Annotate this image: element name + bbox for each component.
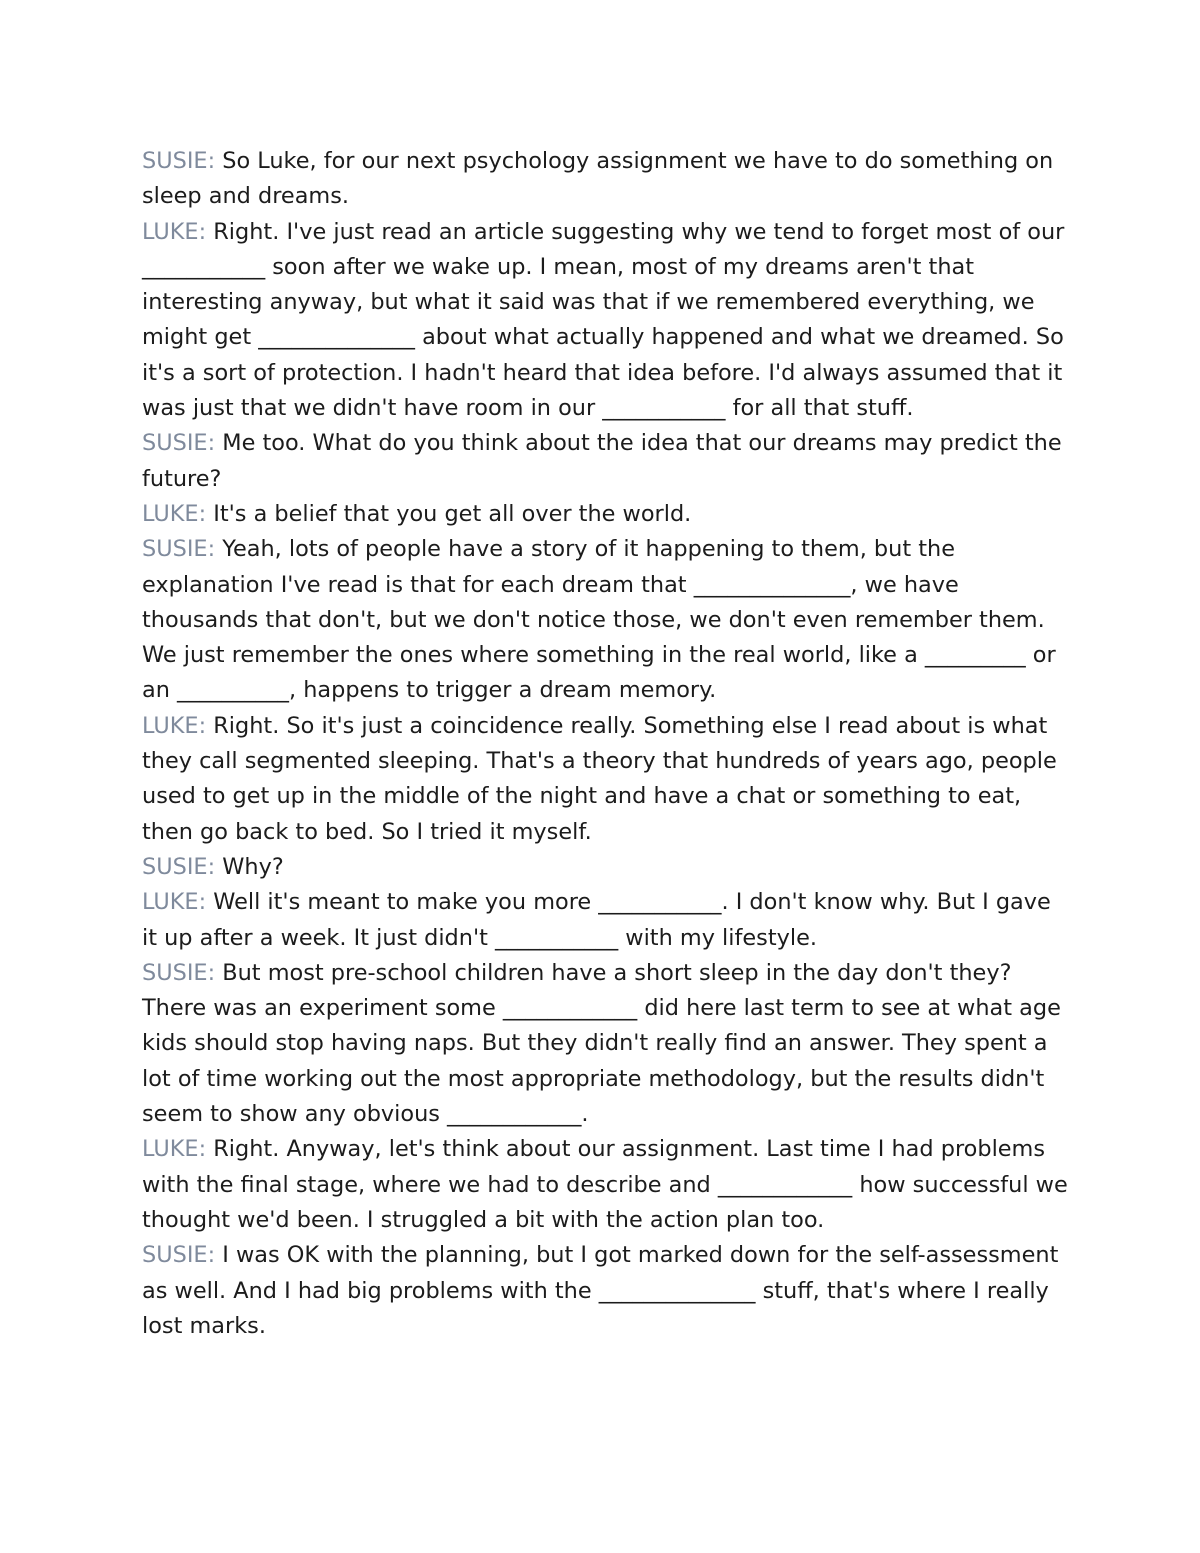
dialogue-turn: LUKE: Right. I've just read an article suggesting why we tend to forget most of our ___________ soon after we wake up. I mean, most of my dreams aren't that interesting anyway, but what it said was that if we remembered everything, we might get ______________ about what actually happened and what we dreamed. So it's a sort of protection. I hadn't heard that idea before. I'd always assumed that it was just that we didn't have room in our ___________ for all that stuff. (142, 218, 1065, 422)
dialogue-text: Right. So it's just a coincidence really. Something else I read about is what they call segmented sleeping. That's a theory that hundreds of years ago, people used to get up in the middle of the night and have a chat or something to eat, then go back to bed. So I tried it myself. (142, 712, 1057, 845)
speaker-label: SUSIE (142, 536, 208, 563)
dialogue-text: It's a belief that you get all over the world. (213, 500, 692, 527)
speaker-label: LUKE (142, 1136, 199, 1163)
dialogue-text: Right. I've just read an article suggesting why we tend to forget most of our ___________ soon after we wake up. I mean, most of my dreams aren't that interesting anyway, but what it said was that if we remembered everything, we might get ______________ about what actually happened and what we dreamed. So it's a sort of protection. I hadn't heard that idea before. I'd always assumed that it was just that we didn't have room in our ___________ for all that stuff. (142, 218, 1065, 422)
dialogue-turn: SUSIE: Me too. What do you think about the idea that our dreams may predict the future? (142, 430, 1062, 492)
dialogue-turn: LUKE: Right. So it's just a coincidence really. Something else I read about is what they call segmented sleeping. That's a theory that hundreds of years ago, people used to get up in the middle of the night and have a chat or something to eat, then go back to bed. So I tried it myself. (142, 712, 1057, 845)
speaker-label: SUSIE (142, 1242, 208, 1269)
dialogue-text: Why? (222, 853, 284, 880)
speaker-label: LUKE (142, 218, 199, 245)
speaker-label: SUSIE (142, 430, 208, 457)
dialogue-turn: SUSIE: But most pre-school children have a short sleep in the day don't they? There was an experiment some ____________ did here last term to see at what age kids should stop having naps. But they didn't really find an answer. They spent a lot of time working out the most appropriate methodology, but the results didn't seem to show any obvious ____________. (142, 959, 1061, 1128)
dialogue-text: Right. Anyway, let's think about our assignment. Last time I had problems with the final stage, where we had to describe and ____________ how successful we thought we'd been. I struggled a bit with the action plan too. (142, 1136, 1068, 1233)
dialogue-turn: LUKE: Well it's meant to make you more ___________. I don't know why. But I gave it up after a week. It just didn't ___________ with my lifestyle. (142, 889, 1051, 951)
speaker-label: SUSIE (142, 959, 208, 986)
dialogue-text: But most pre-school children have a short sleep in the day don't they? There was an experiment some ____________ did here last term to see at what age kids should stop having naps. But they didn't really find an answer. They spent a lot of time working out the most appropriate methodology, but the results didn't seem to show any obvious ____________. (142, 959, 1061, 1128)
dialogue-turn: SUSIE: I was OK with the planning, but I got marked down for the self-assessment as well. And I had big problems with the ______________ stuff, that's where I really lost marks. (142, 1242, 1059, 1339)
dialogue-text: So Luke, for our next psychology assignment we have to do something on sleep and dreams. (142, 148, 1054, 210)
dialogue-turn: SUSIE: Yeah, lots of people have a story of it happening to them, but the explanation I've read is that for each dream that ______________, we have thousands that don't, but we don't notice those, we don't even remember them. We just remember the ones where something in the real world, like a _________ or an __________, happens to trigger a dream memory. (142, 536, 1056, 704)
speaker-label: SUSIE (142, 853, 208, 880)
speaker-label: LUKE (142, 500, 199, 527)
dialogue-turn: SUSIE: So Luke, for our next psychology assignment we have to do something on sleep and dreams. (142, 148, 1054, 210)
speaker-label: SUSIE (142, 148, 208, 174)
dialogue-text: Yeah, lots of people have a story of it happening to them, but the explanation I've read is that for each dream that ______________, we have thousands that don't, but we don't notice those, we don't even remember them. We just remember the ones where something in the real world, like a _________ or an __________, happens to trigger a dream memory. (142, 536, 1056, 704)
dialogue-turn: LUKE: Right. Anyway, let's think about our assignment. Last time I had problems with the final stage, where we had to describe and ____________ how successful we thought we'd been. I struggled a bit with the action plan too. (142, 1136, 1068, 1233)
speaker-label: LUKE (142, 712, 199, 739)
speaker-label: LUKE (142, 889, 199, 916)
dialogue-text: Well it's meant to make you more ___________. I don't know why. But I gave it up after a week. It just didn't ___________ with my lifestyle. (142, 889, 1051, 951)
dialogue-text: I was OK with the planning, but I got marked down for the self-assessment as well. And I had big problems with the ______________ stuff, that's where I really lost marks. (142, 1242, 1059, 1339)
dialogue-turn: LUKE: It's a belief that you get all over the world. (142, 500, 692, 527)
document-page (142, 144, 1072, 1344)
dialogue-turn: SUSIE: Why? (142, 853, 284, 880)
dialogue-text: Me too. What do you think about the idea that our dreams may predict the future? (142, 430, 1062, 492)
